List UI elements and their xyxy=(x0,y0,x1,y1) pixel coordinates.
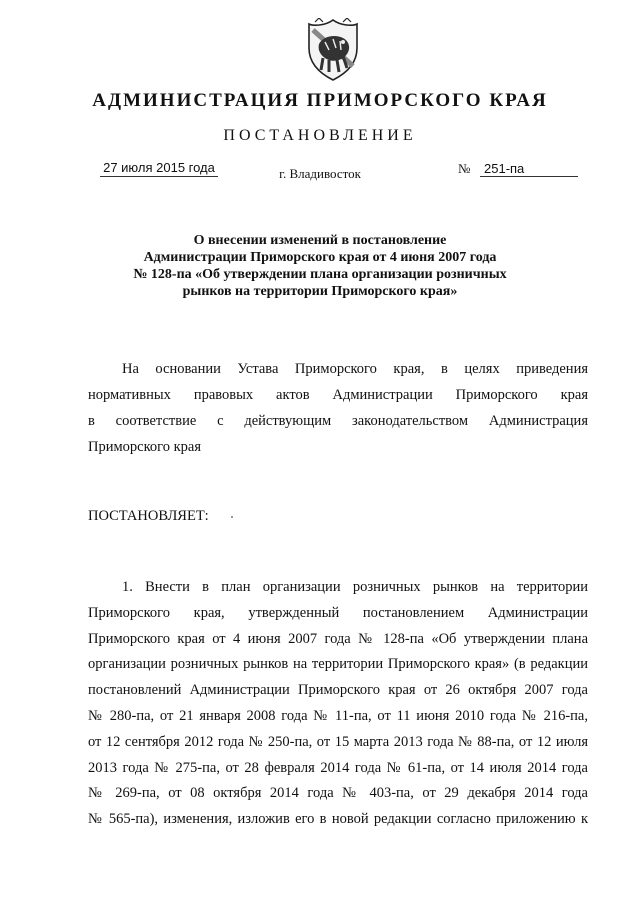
decree-word: ПОСТАНОВЛЯЕТ: xyxy=(88,508,209,524)
item-line: постановлений Администрации Приморского края от 26 октября 2007 года xyxy=(88,682,588,699)
document-date: 27 июля 2015 года xyxy=(100,160,218,177)
preamble-line: Приморского края xyxy=(88,439,202,455)
preamble-line: нормативных правовых актов Администрации Приморского края xyxy=(88,387,588,403)
number-sign: № xyxy=(458,161,471,176)
document-number-field xyxy=(458,161,578,177)
item-line: № 269-па, от 08 октября 2014 года № 403-па, от 29 декабря 2014 года xyxy=(88,785,588,802)
document-type: ПОСТАНОВЛЕНИЕ xyxy=(223,127,417,144)
item-line: Приморского края от 4 июня 2007 года № 128-па «Об утверждении плана xyxy=(88,630,588,647)
item-line: от 12 сентября 2012 года № 250-па, от 15 марта 2013 года № 88-па, от 12 июля xyxy=(88,733,588,750)
document-title xyxy=(100,232,540,300)
speck-mark xyxy=(231,516,233,518)
organization-name: АДМИНИСТРАЦИЯ ПРИМОРСКОГО КРАЯ xyxy=(92,90,548,111)
title-line: № 128-па «Об утверждении плана организации розничных xyxy=(133,267,507,282)
item-line: 2013 года № 275-па, от 28 февраля 2014 года № 61-па, от 14 июля 2014 года xyxy=(88,759,588,776)
preamble-line: в соответствие с действующим законодательством Администрация xyxy=(88,413,588,429)
title-line: рынков на территории Приморского края» xyxy=(182,284,458,299)
preamble-paragraph xyxy=(88,356,588,460)
document-city: г. Владивосток xyxy=(279,166,361,181)
item-line: организации розничных рынков на территории Приморского края» (в редакции xyxy=(88,656,588,673)
preamble-line: На основании Устава Приморского края, в целях приведения xyxy=(122,361,588,377)
title-line: Администрации Приморского края от 4 июня 2007 года xyxy=(143,250,497,265)
item-line: № 280-па, от 21 января 2008 года № 11-па, от 11 июня 2010 года № 216-па, xyxy=(88,707,588,724)
item-line: № 565-па), изменения, изложив его в новой редакции согласно приложению к xyxy=(88,811,588,828)
item-1-paragraph xyxy=(88,575,588,833)
title-line: О внесении изменений в постановление xyxy=(193,233,447,248)
document-number: 251-па xyxy=(480,161,578,177)
item-line: Приморского края, утвержденный постановлением Администрации xyxy=(88,604,588,621)
item-line: 1. Внести в план организации розничных рынков на территории xyxy=(122,579,588,595)
coat-of-arms-icon xyxy=(305,18,361,82)
